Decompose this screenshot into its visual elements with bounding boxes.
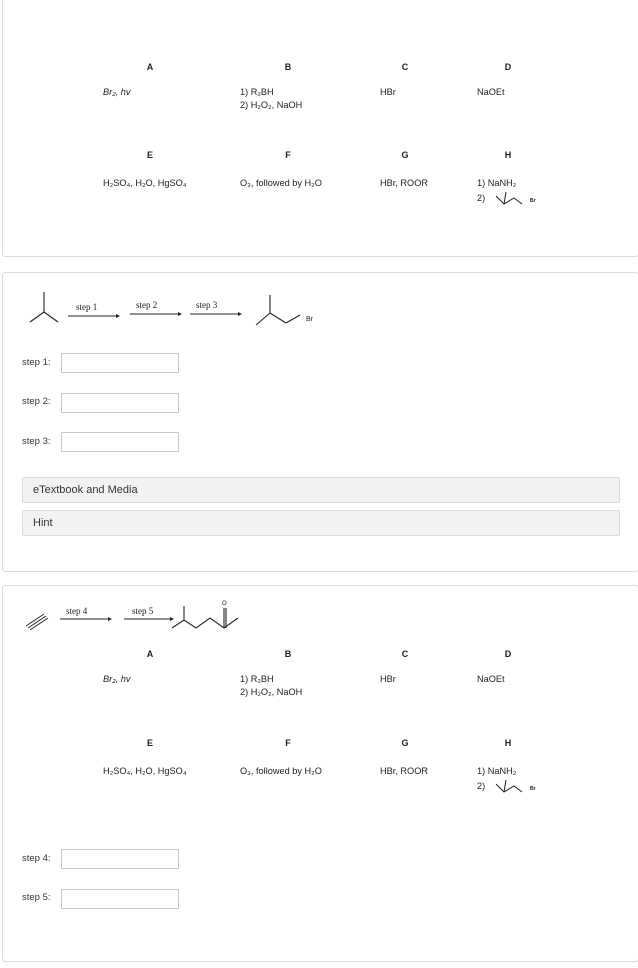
step4-arrow — [60, 616, 112, 622]
step3-answer-input[interactable] — [61, 432, 179, 452]
ketone-target-structure — [170, 594, 250, 636]
reagent-text-f: O₃, followed by H₂O — [240, 178, 322, 188]
isobutyl-bromide-structure — [492, 188, 542, 212]
reagent2-letter-h: H — [504, 738, 512, 748]
reagent2-text-g: HBr, ROOR — [380, 766, 428, 776]
step2-arrow-label: step 2 — [136, 300, 158, 310]
reagent-text-a: Br₂, hv — [103, 87, 131, 97]
step3-arrow-label: step 3 — [196, 300, 218, 310]
step3-label: step 3: — [22, 436, 51, 447]
step4-arrow-label: step 4 — [66, 606, 88, 616]
step5-answer-input[interactable] — [61, 889, 179, 909]
reagent2-text-a: Br₂, hv — [103, 674, 131, 684]
reagent-text-b-1: 1) R₂BH — [240, 87, 274, 97]
reagent-letter-d: D — [504, 62, 512, 72]
reagent2-letter-f: F — [285, 738, 291, 748]
reagent2-letter-a: A — [146, 649, 154, 659]
isobutyl-bromide-br-label: Br — [530, 198, 536, 204]
step4-label: step 4: — [22, 853, 51, 864]
reagent-list-card — [2, 0, 638, 257]
reagent2-text-b-1: 1) R₂BH — [240, 674, 274, 684]
step1-answer-input[interactable] — [61, 353, 179, 373]
reagent2-letter-g: G — [401, 738, 409, 748]
reagent-text-e: H₂SO₄, H₂O, HgSO₄ — [103, 178, 187, 188]
reagent2-text-c: HBr — [380, 674, 396, 684]
tert-butyl-bromide-product-structure — [250, 293, 320, 333]
isobutyl-bromide-structure-2 — [492, 776, 542, 800]
reagent-text-g: HBr, ROOR — [380, 178, 428, 188]
reagent2-letter-e: E — [146, 738, 153, 748]
isobutane-structure — [30, 290, 60, 330]
reagent-text-h-1: 1) NaNH₂ — [477, 178, 517, 188]
etextbook-media-button[interactable] — [22, 477, 620, 503]
step2-answer-input[interactable] — [61, 393, 179, 413]
hint-label: Hint — [33, 517, 53, 529]
reagent-text-d: NaOEt — [477, 87, 505, 97]
acetylene-structure — [26, 612, 50, 632]
reagent2-letter-c: C — [401, 649, 409, 659]
step1-arrow-label: step 1 — [76, 302, 98, 312]
step5-label: step 5: — [22, 892, 51, 903]
reagent2-text-f: O₃, followed by H₂O — [240, 766, 322, 776]
reagent2-text-h-1: 1) NaNH₂ — [477, 766, 517, 776]
ketone-oxygen-label: O — [222, 601, 227, 607]
step4-answer-input[interactable] — [61, 849, 179, 869]
reagent-letter-g: G — [401, 150, 409, 160]
etextbook-media-label: eTextbook and Media — [33, 484, 138, 496]
hint-button[interactable] — [22, 510, 620, 536]
step2-arrow — [130, 311, 182, 317]
reagent-letter-e: E — [146, 150, 153, 160]
product-br-label: Br — [306, 316, 313, 323]
reagent2-text-e: H₂SO₄, H₂O, HgSO₄ — [103, 766, 187, 776]
reagent-text-b-2: 2) H₂O₂, NaOH — [240, 100, 303, 110]
reagent-text-h-2: 2) — [477, 193, 486, 203]
step2-label: step 2: — [22, 396, 51, 407]
reagent-text-c: HBr — [380, 87, 396, 97]
reagent2-letter-b: B — [284, 649, 292, 659]
reagent2-text-d: NaOEt — [477, 674, 505, 684]
step3-arrow — [190, 311, 242, 317]
step1-arrow — [68, 313, 120, 319]
step1-label: step 1: — [22, 357, 51, 368]
step5-arrow — [124, 616, 174, 622]
step5-arrow-label: step 5 — [132, 606, 154, 616]
reagent2-text-b-2: 2) H₂O₂, NaOH — [240, 687, 303, 697]
isobutyl-bromide-br-label-2: Br — [530, 786, 536, 792]
reagent-letter-h: H — [504, 150, 512, 160]
reagent2-letter-d: D — [504, 649, 512, 659]
reagent2-text-h-2: 2) — [477, 781, 486, 791]
reagent-letter-f: F — [285, 150, 291, 160]
reagent-letter-c: C — [401, 62, 409, 72]
reagent-letter-a: A — [146, 62, 154, 72]
reagent-letter-b: B — [284, 62, 292, 72]
